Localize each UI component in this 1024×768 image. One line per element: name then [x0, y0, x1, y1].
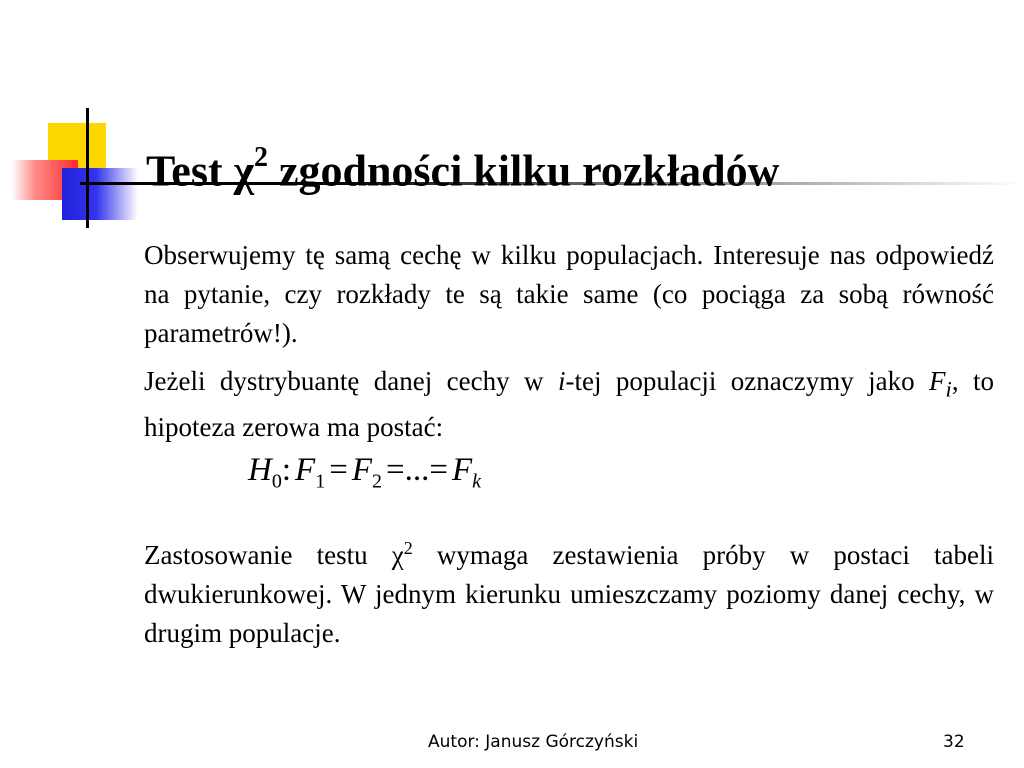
- p3-exponent: 2: [403, 538, 413, 559]
- formula-H: H: [248, 452, 272, 488]
- paragraph-3: [144, 529, 994, 653]
- paragraph-1: Obserwujemy tę samą cechę w kilku populacjach. Interesuje nas odpowiedź na pytanie, czy rozkłady te są takie same (co pociąga za sobą równość parametrów!).: [144, 240, 994, 348]
- title-prefix: Test: [146, 146, 234, 196]
- p2-index-i: i: [557, 366, 566, 396]
- formula-eq2: =...=: [385, 452, 448, 488]
- logo-vertical-line: [86, 108, 89, 228]
- title-chi-symbol: χ: [233, 146, 254, 196]
- paragraph-2: [144, 362, 994, 447]
- title-rest: zgodności kilku rozkładów: [267, 146, 780, 196]
- p3-text-b: wymaga zestawienia próby w postaci tabeli dwukierunkowej. W jednym kierunku umieszczamy poziomy danej cechy, w drugim populacje.: [144, 540, 994, 649]
- footer-page-number: 32: [943, 732, 965, 752]
- logo-blue-square: [62, 168, 138, 220]
- p2-symbol-F-sub: i: [945, 376, 952, 402]
- formula-F1-sub: 1: [315, 470, 326, 493]
- formula-eq1: =: [329, 452, 348, 488]
- p2-text-end: , to hipoteza zerowa ma postać:: [144, 366, 994, 443]
- title-exponent: 2: [253, 142, 268, 173]
- null-hypothesis-formula: [248, 450, 481, 502]
- formula-F2-sub: 2: [371, 470, 382, 493]
- formula-F2: F: [351, 452, 372, 488]
- formula-F1: F: [295, 452, 316, 488]
- slide-body: [144, 236, 994, 653]
- p2-symbol-F: F: [929, 366, 946, 396]
- p3-chi-symbol: χ: [391, 540, 404, 571]
- footer-author: Autor: Janusz Górczyński: [428, 732, 639, 752]
- p2-text-b: -tej populacji oznaczymy jako: [565, 366, 930, 396]
- formula-Fk: F: [451, 452, 473, 488]
- formula-colon: :: [281, 452, 292, 488]
- p2-text-a: Jeżeli dystrybuantę danej cechy w: [144, 366, 558, 396]
- formula-Fk-sub: k: [472, 470, 482, 493]
- slide-title: [146, 134, 1006, 200]
- slide-logo-decoration: [0, 0, 140, 240]
- formula-H-sub: 0: [271, 470, 282, 493]
- p3-text-a: Zastosowanie testu: [144, 540, 392, 571]
